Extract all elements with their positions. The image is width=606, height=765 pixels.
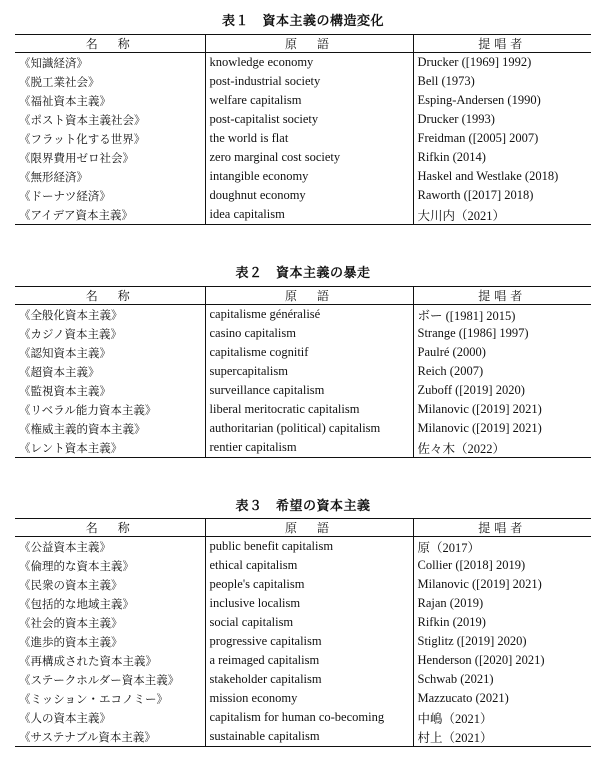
term-name: 《公益資本主義》 — [19, 539, 111, 554]
proponent: Zuboff ([2019] 2020) — [413, 381, 591, 400]
table-1 — [15, 34, 591, 225]
original-term: casino capitalism — [205, 324, 413, 343]
table-row — [15, 556, 591, 575]
table-row — [15, 381, 591, 400]
table-2-title: 表２ 資本主義の暴走 — [235, 266, 371, 281]
original-term: doughnut economy — [205, 186, 413, 205]
table-row — [15, 324, 591, 343]
table-row — [15, 419, 591, 438]
table-row — [15, 613, 591, 632]
header-original-term: 原 語 — [205, 287, 413, 305]
table-row — [15, 651, 591, 670]
proponent: 原（2017） — [413, 537, 591, 557]
header-proponent: 提唱者 — [413, 287, 591, 305]
term-name: 《知識経済》 — [19, 55, 88, 70]
original-term: inclusive localism — [205, 594, 413, 613]
original-term: supercapitalism — [205, 362, 413, 381]
proponent: Freidman ([2005] 2007) — [413, 129, 591, 148]
table-row — [15, 689, 591, 708]
term-name: 《ミッション・エコノミー》 — [19, 691, 169, 706]
table-row — [15, 53, 591, 73]
header-name: 名 称 — [15, 287, 205, 305]
table-row — [15, 110, 591, 129]
term-name: 《再構成された資本主義》 — [19, 653, 157, 668]
proponent: Milanovic ([2019] 2021) — [413, 400, 591, 419]
table-row — [15, 148, 591, 167]
table-row — [15, 343, 591, 362]
table-row — [15, 167, 591, 186]
term-name: 《無形経済》 — [19, 169, 88, 184]
original-term: a reimaged capitalism — [205, 651, 413, 670]
original-term: people's capitalism — [205, 575, 413, 594]
proponent: Henderson ([2020] 2021) — [413, 651, 591, 670]
table-row — [15, 72, 591, 91]
original-term: authoritarian (political) capitalism — [205, 419, 413, 438]
proponent: Raworth ([2017] 2018) — [413, 186, 591, 205]
term-name: 《限界費用ゼロ社会》 — [19, 150, 134, 165]
term-name: 《社会的資本主義》 — [19, 615, 123, 630]
table-row — [15, 91, 591, 110]
term-name: 《カジノ資本主義》 — [19, 326, 123, 341]
term-name: 《サステナブル資本主義》 — [15, 727, 205, 747]
proponent: ボー ([1981] 2015) — [413, 305, 591, 325]
proponent: Rifkin (2014) — [413, 148, 591, 167]
original-term: intangible economy — [205, 167, 413, 186]
term-name: 《包括的な地域主義》 — [19, 596, 134, 611]
table-row — [15, 537, 591, 557]
original-term: public benefit capitalism — [205, 537, 413, 557]
table-1-title: 表１ 資本主義の構造変化 — [221, 14, 384, 29]
proponent: Stiglitz ([2019] 2020) — [413, 632, 591, 651]
table-row — [15, 205, 591, 225]
original-term: mission economy — [205, 689, 413, 708]
proponent: 大川内（2021） — [413, 205, 591, 225]
table-row — [15, 305, 591, 325]
table-row — [15, 400, 591, 419]
proponent: Schwab (2021) — [413, 670, 591, 689]
proponent: 佐々木（2022） — [413, 438, 591, 458]
proponent: Strange ([1986] 1997) — [413, 324, 591, 343]
term-name: 《超資本主義》 — [19, 364, 100, 379]
term-name: 《脱工業社会》 — [19, 74, 100, 89]
term-name: 《人の資本主義》 — [19, 710, 111, 725]
original-term: capitalisme cognitif — [205, 343, 413, 362]
header-proponent: 提唱者 — [413, 519, 591, 537]
proponent: Milanovic ([2019] 2021) — [413, 575, 591, 594]
table-row — [15, 727, 591, 747]
original-term: stakeholder capitalism — [205, 670, 413, 689]
original-term: capitalism for human co-becoming — [205, 708, 413, 727]
proponent: Rajan (2019) — [413, 594, 591, 613]
original-term: knowledge economy — [205, 53, 413, 73]
original-term: post-industrial society — [205, 72, 413, 91]
term-name: 《ステークホルダー資本主義》 — [19, 672, 180, 687]
proponent: Esping-Andersen (1990) — [413, 91, 591, 110]
header-name: 名 称 — [15, 519, 205, 537]
proponent: Drucker ([1969] 1992) — [413, 53, 591, 73]
term-name: 《ドーナツ経済》 — [19, 188, 111, 203]
term-name: 《福祉資本主義》 — [19, 93, 111, 108]
original-term: welfare capitalism — [205, 91, 413, 110]
table-row — [15, 186, 591, 205]
proponent: Haskel and Westlake (2018) — [413, 167, 591, 186]
table-row — [15, 708, 591, 727]
proponent: Drucker (1993) — [413, 110, 591, 129]
original-term: idea capitalism — [205, 205, 413, 225]
term-name: 《倫理的な資本主義》 — [19, 558, 134, 573]
table-row — [15, 575, 591, 594]
original-term: post-capitalist society — [205, 110, 413, 129]
table-row — [15, 594, 591, 613]
original-term: surveillance capitalism — [205, 381, 413, 400]
header-original-term: 原 語 — [205, 519, 413, 537]
term-name: 《ポスト資本主義社会》 — [19, 112, 146, 127]
table-row — [15, 129, 591, 148]
table-2 — [15, 286, 591, 458]
proponent: Bell (1973) — [413, 72, 591, 91]
proponent: Reich (2007) — [413, 362, 591, 381]
original-term: rentier capitalism — [205, 438, 413, 458]
header-proponent: 提唱者 — [413, 35, 591, 53]
original-term: zero marginal cost society — [205, 148, 413, 167]
table-row — [15, 362, 591, 381]
table-row — [15, 438, 591, 458]
table-row — [15, 670, 591, 689]
term-name: 《レント資本主義》 — [15, 438, 205, 458]
proponent: Milanovic ([2019] 2021) — [413, 419, 591, 438]
term-name: 《進歩的資本主義》 — [19, 634, 123, 649]
table-3-title: 表３ 希望の資本主義 — [235, 499, 371, 514]
proponent: Rifkin (2019) — [413, 613, 591, 632]
term-name: 《リベラル能力資本主義》 — [19, 402, 157, 417]
term-name: 《フラット化する世界》 — [19, 131, 146, 146]
table-row — [15, 632, 591, 651]
term-name: 《全般化資本主義》 — [19, 307, 123, 322]
original-term: the world is flat — [205, 129, 413, 148]
term-name: 《監視資本主義》 — [19, 383, 111, 398]
proponent: 村上（2021） — [413, 727, 591, 747]
proponent: Paulré (2000) — [413, 343, 591, 362]
term-name: 《認知資本主義》 — [19, 345, 111, 360]
table-3 — [15, 518, 591, 747]
original-term: ethical capitalism — [205, 556, 413, 575]
term-name: 《アイデア資本主義》 — [15, 205, 205, 225]
proponent: Mazzucato (2021) — [413, 689, 591, 708]
original-term: progressive capitalism — [205, 632, 413, 651]
original-term: capitalisme généralisé — [205, 305, 413, 325]
original-term: social capitalism — [205, 613, 413, 632]
proponent: Collier ([2018] 2019) — [413, 556, 591, 575]
header-original-term: 原 語 — [205, 35, 413, 53]
original-term: liberal meritocratic capitalism — [205, 400, 413, 419]
original-term: sustainable capitalism — [205, 727, 413, 747]
term-name: 《権威主義的資本主義》 — [19, 421, 146, 436]
proponent: 中嶋（2021） — [413, 708, 591, 727]
term-name: 《民衆の資本主義》 — [19, 577, 123, 592]
header-name: 名 称 — [15, 35, 205, 53]
